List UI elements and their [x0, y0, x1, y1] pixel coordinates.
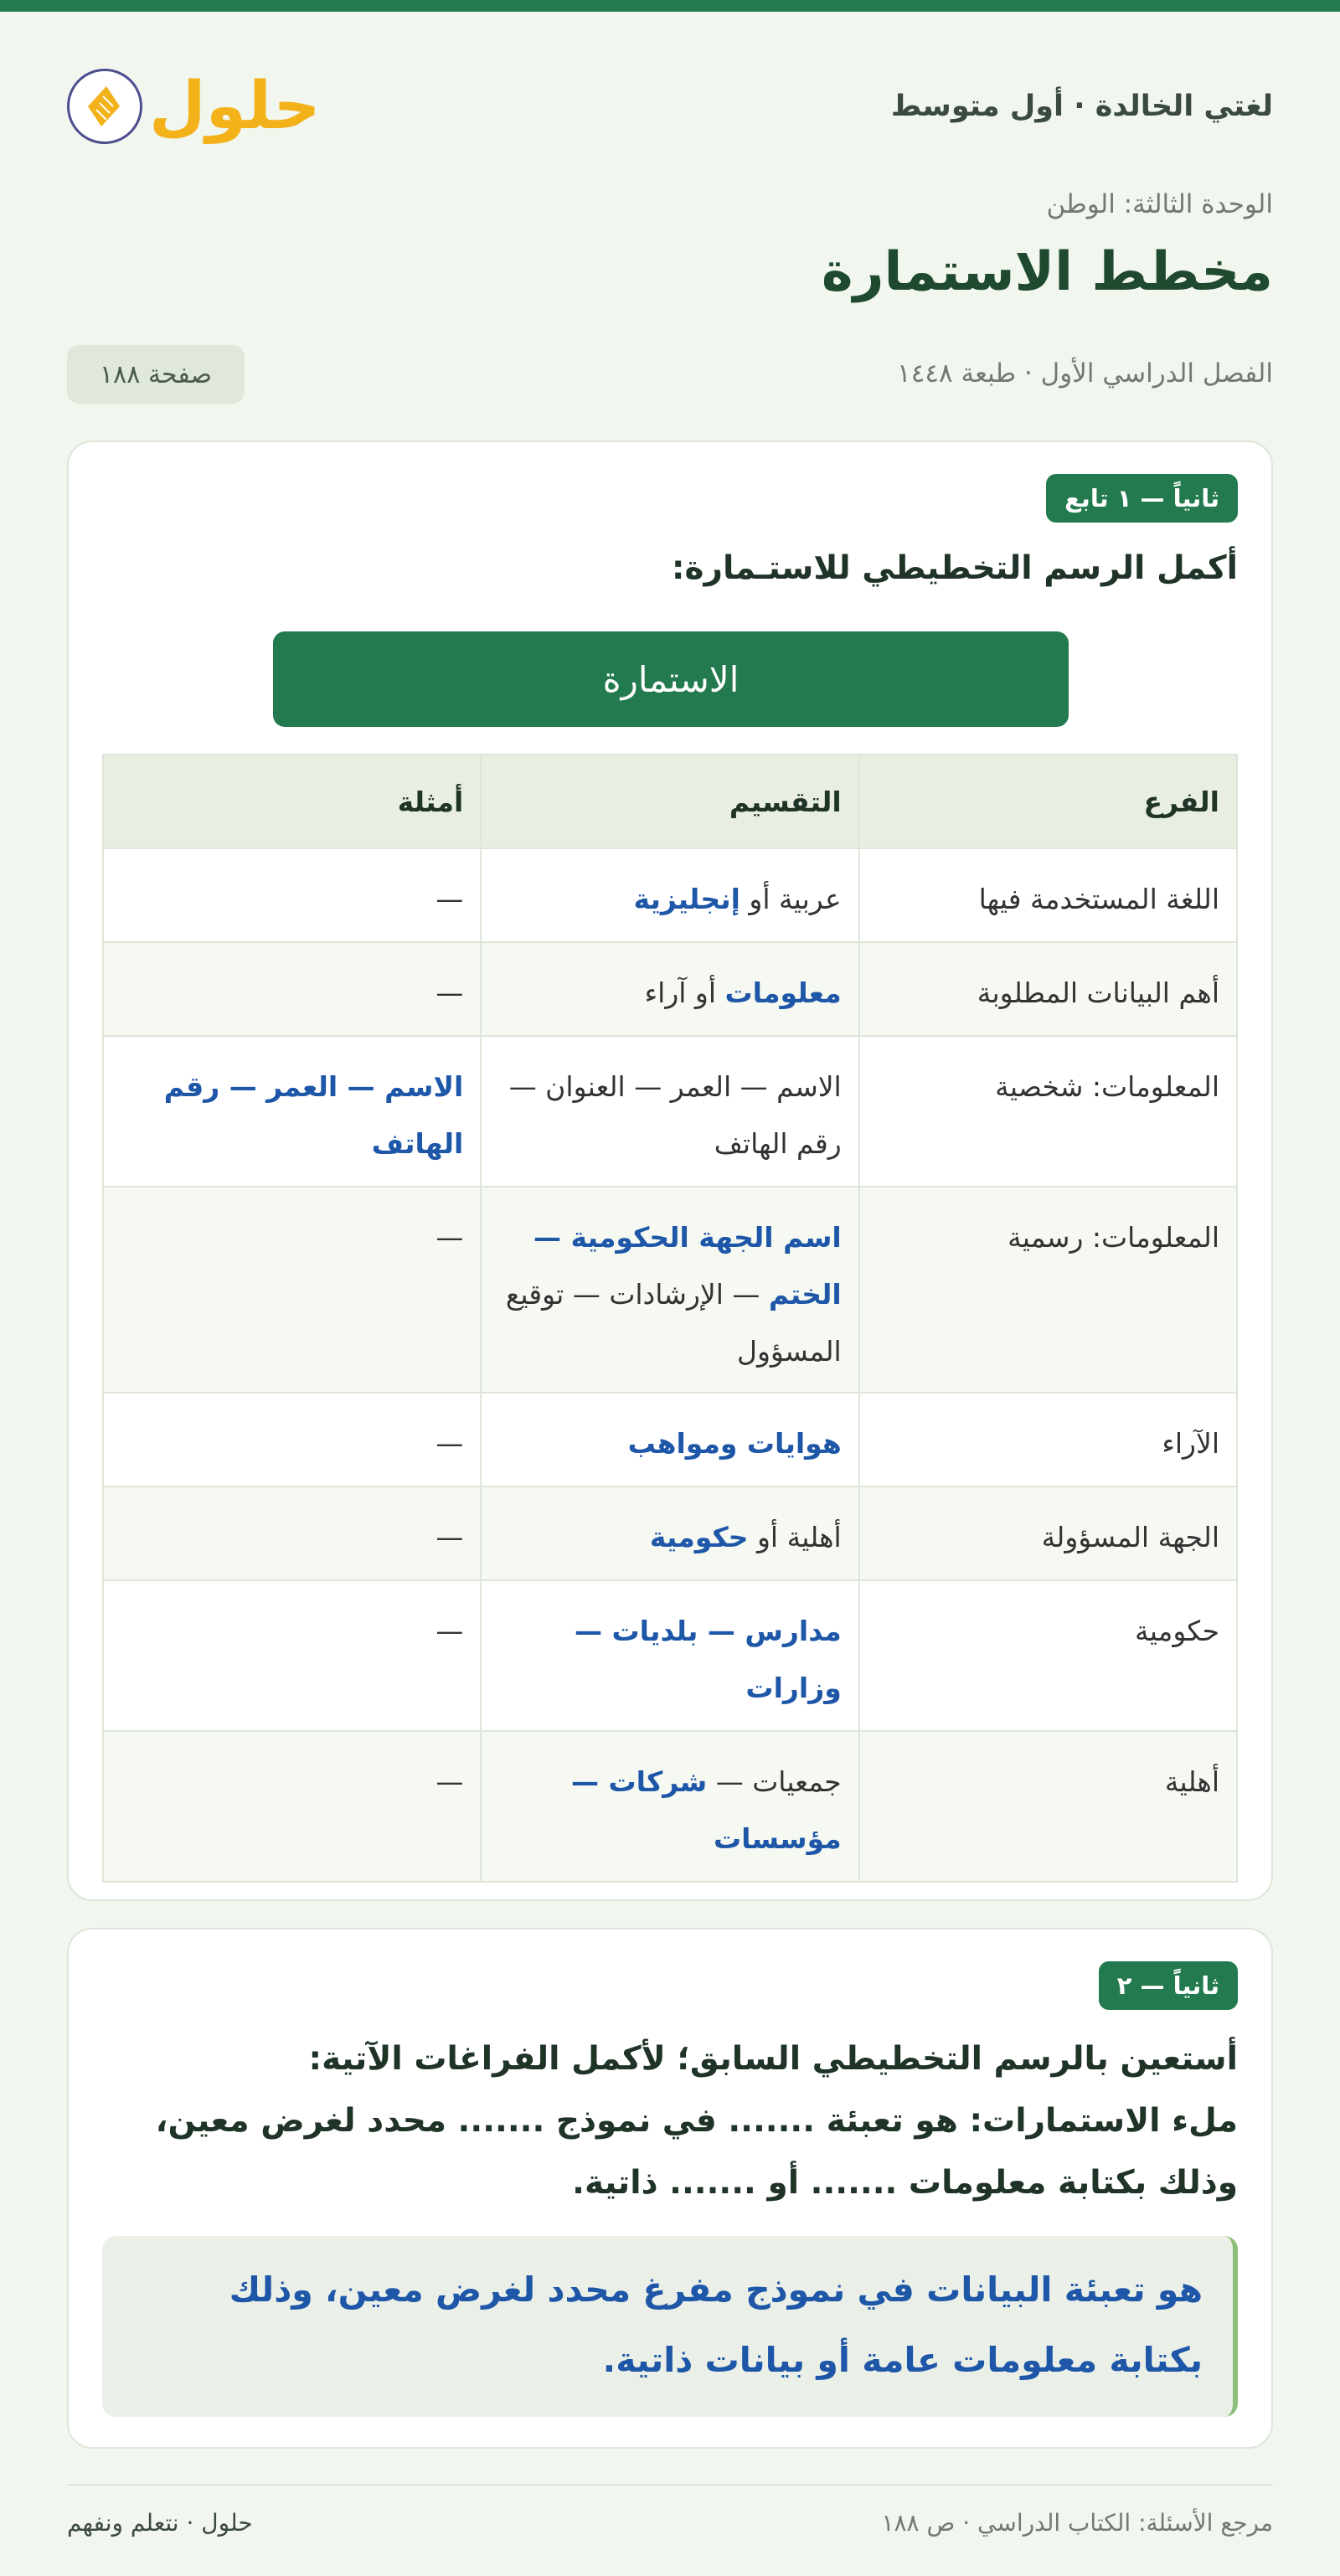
- division-text: أو آراء: [644, 976, 725, 1009]
- division-answer: شركات — مؤسسات: [571, 1765, 842, 1855]
- top-accent-bar: [0, 0, 1340, 12]
- example-cell: —: [103, 1580, 481, 1731]
- division-text: أهلية أو: [748, 1521, 842, 1553]
- division-text: — الإرشادات — توقيع المسؤول: [505, 1278, 842, 1368]
- division-cell: [481, 942, 858, 1036]
- table-row: [103, 942, 1237, 1036]
- footer-reference: مرجع الأسئلة: الكتاب الدراسي · ص ١٨٨: [881, 2509, 1273, 2537]
- table-row: [103, 1187, 1237, 1393]
- example-cell: —: [103, 1187, 481, 1393]
- question-line-1: أستعين بالرسم التخطيطي السابق؛ لأكمل الفراغات الآتية:: [308, 2040, 1238, 2078]
- logo-wordmark: حلول: [149, 69, 321, 144]
- instruction-text: أكمل الرسم التخطيطي للاستـمارة:: [671, 549, 1238, 587]
- section-badge: ثانياً — ١ تابع: [1046, 474, 1238, 523]
- example-cell: —: [103, 848, 481, 942]
- column-header-examples: أمثلة: [103, 755, 481, 848]
- diagram-card: [67, 440, 1273, 1901]
- example-cell: —: [103, 1486, 481, 1580]
- unit-label: الوحدة الثالثة: الوطن: [1046, 189, 1273, 219]
- table-row: [103, 1036, 1237, 1187]
- division-cell: [481, 1187, 858, 1393]
- page-header: [67, 60, 1273, 152]
- branch-cell: أهلية: [859, 1731, 1237, 1882]
- example-cell: الاسم — العمر — رقم الهاتف: [103, 1036, 481, 1187]
- question-line-2: ملء الاستمارات: هو تعبئة ....... في نموذج ....... محدد لغرض معين، وذلك بكتابة معلومات ....... أو ....... ذاتية.: [155, 2102, 1238, 2202]
- branch-cell: المعلومات: شخصية: [859, 1036, 1237, 1187]
- app-title: لغتي الخالدة · أول متوسط: [890, 90, 1273, 123]
- brand-logo[interactable]: [67, 69, 321, 144]
- table-row: [103, 1393, 1237, 1486]
- table-row: [103, 1486, 1237, 1580]
- diagram-table-wrapper: [102, 754, 1238, 1883]
- division-text: عربية أو: [740, 883, 842, 915]
- division-cell: الاسم — العمر — العنوان — رقم الهاتف: [481, 1036, 858, 1187]
- division-cell: هوايات ومواهب: [481, 1393, 858, 1486]
- answer-box: هو تعبئة البيانات في نموذج مفرغ محدد لغرض معين، وذلك بكتابة معلومات عامة أو بيانات ذاتية.: [102, 2236, 1238, 2417]
- branch-cell: أهم البيانات المطلوبة: [859, 942, 1237, 1036]
- division-cell: [481, 1731, 858, 1882]
- book-icon: [67, 69, 142, 144]
- division-answer: إنجليزية: [633, 883, 740, 915]
- form-root-banner: الاستمارة: [273, 631, 1069, 727]
- fill-blanks-card: [67, 1928, 1273, 2449]
- division-text: جمعيات —: [707, 1765, 842, 1798]
- division-answer: اسم الجهة الحكومية — الختم: [533, 1221, 842, 1311]
- diagram-table: [102, 754, 1238, 1883]
- branch-cell: اللغة المستخدمة فيها: [859, 848, 1237, 942]
- division-cell: [481, 1486, 858, 1580]
- branch-cell: الجهة المسؤولة: [859, 1486, 1237, 1580]
- branch-cell: المعلومات: رسمية: [859, 1187, 1237, 1393]
- table-row: [103, 1580, 1237, 1731]
- division-answer: حكومية: [649, 1521, 749, 1553]
- example-cell: —: [103, 942, 481, 1036]
- footer-brand: حلول · نتعلم ونفهم: [67, 2509, 253, 2537]
- column-header-branch: الفرع: [859, 755, 1237, 848]
- division-answer: معلومات: [724, 976, 842, 1009]
- table-row: [103, 848, 1237, 942]
- division-cell: [481, 848, 858, 942]
- page-title: مخطط الاستمارة: [821, 241, 1273, 303]
- division-cell: مدارس — بلديات — وزارات: [481, 1580, 858, 1731]
- table-header-row: [103, 755, 1237, 848]
- section-badge: ثانياً — ٢: [1099, 1961, 1238, 2010]
- branch-cell: الآراء: [859, 1393, 1237, 1486]
- question-text: [102, 2028, 1238, 2214]
- footer-divider: [67, 2484, 1273, 2486]
- example-cell: —: [103, 1393, 481, 1486]
- example-cell: —: [103, 1731, 481, 1882]
- semester-label: الفصل الدراسي الأول · طبعة ١٤٤٨: [897, 358, 1273, 389]
- page-number-badge: صفحة ١٨٨: [67, 345, 245, 404]
- branch-cell: حكومية: [859, 1580, 1237, 1731]
- table-row: [103, 1731, 1237, 1882]
- column-header-division: التقسيم: [481, 755, 858, 848]
